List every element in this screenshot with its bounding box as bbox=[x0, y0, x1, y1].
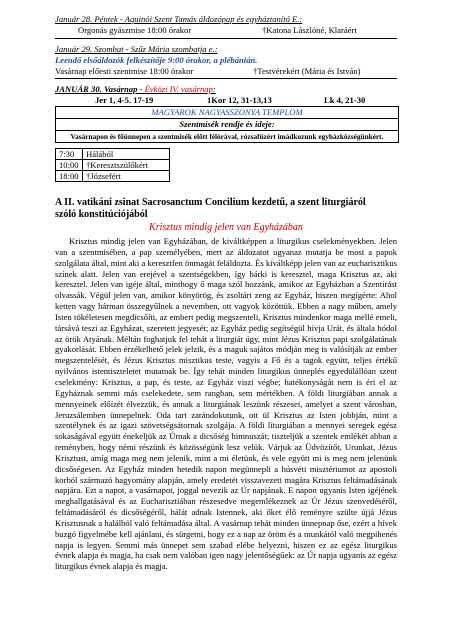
event-line: Leendő elsőáldozók felkészítője 9:00 órakor, a plébánián. bbox=[55, 55, 258, 65]
article-heading-cont: szóló konstitúciójából bbox=[55, 209, 148, 220]
event-header: Január 28. Péntek - Aquinói Szent Tamás áldozópap és egyháztanító E.: bbox=[55, 14, 303, 24]
mass-time: 10:00 bbox=[56, 160, 83, 171]
mass-table bbox=[55, 148, 170, 182]
reading-2: 1Kor 12, 31-13,13 bbox=[207, 95, 272, 105]
event-intent: †Katona Lászlóné, Klaráért bbox=[262, 25, 357, 35]
mass-intent: †Józsefért bbox=[83, 171, 170, 182]
church-name: MAGYAROK NAGYASSZONYA TEMPLOM bbox=[56, 107, 398, 119]
mass-info-box bbox=[55, 106, 399, 143]
reading-1: Jer 1, 4-5. 17-19 bbox=[95, 95, 154, 105]
mass-time: 7:30 bbox=[56, 149, 83, 160]
article-heading: A II. vatikáni zsinat Sacrosanctum Concilium kezdetű, a szent liturgiáról bbox=[55, 197, 366, 208]
event-line: Orgonás gyászmise 18:00 órakor bbox=[78, 25, 192, 35]
event-header: Január 29. Szombat - Szűz Mária szombatja e.: bbox=[55, 44, 218, 54]
table-row bbox=[56, 160, 170, 171]
divider bbox=[55, 38, 397, 39]
box-note: Vasárnapon és főünnepen a szentmisék előtt félórával, rózsafüzért imádkozunk egyházközségünkért. bbox=[70, 132, 384, 141]
mass-intent: †Keresztszülőkért bbox=[83, 160, 170, 171]
sunday-header: JANUÁR 30. Vasárnap - Évközi IV. vasárnap: bbox=[55, 84, 216, 94]
event-intent: †Testvérekért (Mária és István) bbox=[253, 66, 361, 76]
reading-3: Lk 4, 21-30 bbox=[324, 95, 366, 105]
divider bbox=[55, 78, 397, 79]
table-row bbox=[56, 171, 170, 182]
box-subtitle: Szentmisék rendje és ideje: bbox=[56, 119, 398, 131]
sunday-date: JANUÁR 30. Vasárnap bbox=[55, 84, 138, 94]
article-subtitle: Krisztus mindig jelen van Egyházában bbox=[149, 222, 303, 233]
sunday-name: Évközi IV. vasárnap bbox=[144, 84, 213, 94]
table-row bbox=[56, 149, 170, 160]
mass-time: 18:00 bbox=[56, 171, 83, 182]
event-line: Vasárnap előesti szentmise 18:00 órakor bbox=[55, 66, 194, 76]
mass-intent: Hálából bbox=[83, 149, 170, 160]
article-body: Krisztus mindig jelen van Egyházában, de kiváltképpen a liturgikus cselekményekben. Jelen van a szentmisében, a pap személyében, mert az áldozatot ugyanaz mutatja be most a papok szolgálata által, mint aki a keresztfen önmagát feláldozta. És kiváltképp jelen van az eucharisztikus színek alatt. Jelen van erejével a szentségekben, így bárki is keresztel, maga Krisztus az, aki keresztel. Jelen van igéje által, minthogy ő maga szól hozzánk, amikor az Egyházban a Szentírást olvassák. Végül jelen van, amikor könyörög, és zsoltárt zeng az Egyház, hiszen megígérte: Ahol ketten vagy hárman összegyűlnek a nevemben, ott vagyok közöttük. Ebben a nagy műben, amely Isten tökéletesen megdicsőíti, az embert pedig megszenteli, Krisztus mindenkor maga mellé emeli, társává teszi az Egyházat, szeretett jegyesét; az Egyház pedig segítségül hívja Urát, és általa hódol az örök Atyának. Méltán foghatjuk fel tehát a liturgiát úgy, mint Jézus Krisztus papi szolgálatának gyakorlását. Ebben érzékelhető jelek jelzik, és a maguk sajátos módján meg is valósítják az ember megszentelését, és Jézus Krisztus misztikus teste, vagyis a Fő és a tagok együtt, teljes értékű nyilvános istentiszteletet mutatnak be. Így tehát minden liturgikus ünneplés egyedülállóan szent cselekmény: Krisztus, a pap, és teste, az Egyház viszi végbe; hatékonyságát nem is éri el az Egyháznak semmi más cselekedete, sem rangban, sem mértékben. A földi liturgiában annak a mennyeinek előízét élvezzük, és annak a liturgiának leszünk részesei, amelyet a szent városban, Jeruzsálemben ünnepelnek. Oda tart zarándokutunk, ott ül Krisztus az Isten jobbján, mint a szentélynek és az igazi szövetségsátornak szolgája. A földi liturgiában a mennyei seregek egész sokaságával együtt énekeljük az Úrnak a dicsőség himnuszát; tiszteljük a szentek emlékét abban a reményben, hogy némi részünk és közösségünk lesz velük. Várjuk az Üdvözítőt, Urunkat, Jézus Krisztust, amíg maga meg nem jelenik, mint a mi életünk, és vele együtt mi is meg nem jelenünk dicsőségesen. Az Egyház minden hetedik napon megünnepli a húsvéti misztériumot az apostoli korból származó hagyomány alapján, amely eredetét visszavezeti magára Krisztus feltámadásának napjára. Ezt a napot, a vasárnapot, joggal nevezik az Úr napjának. E napon ugyanis Isten igéjének meghallgatásával és az Eucharisztiában részesedve megemlékeznek az Úr Jézus szenvedéséről, feltámadásáról és dicsőségéről, hálát adnak Istennek, aki őket élő reményre szülte újjá Jézus Krisztusnak a halálból való feltámadása által. A vasárnap tehát minden ünnepnap őse, ezért a hívek buzgó figyelmébe kell ajánlani, és sürgetni, hogy ez a nap az öröm és a munkától való megpihenés napja is legyen. Semmi más ünnepet sem szabad elébe helyezni, hiszen ez az egész liturgikus évnek alapja és magja, ha csak nem valóban igen nagy jelentőségűek: az Úr napja ugyanis az egész liturgikus évnek alapja és magja. bbox=[55, 236, 397, 572]
